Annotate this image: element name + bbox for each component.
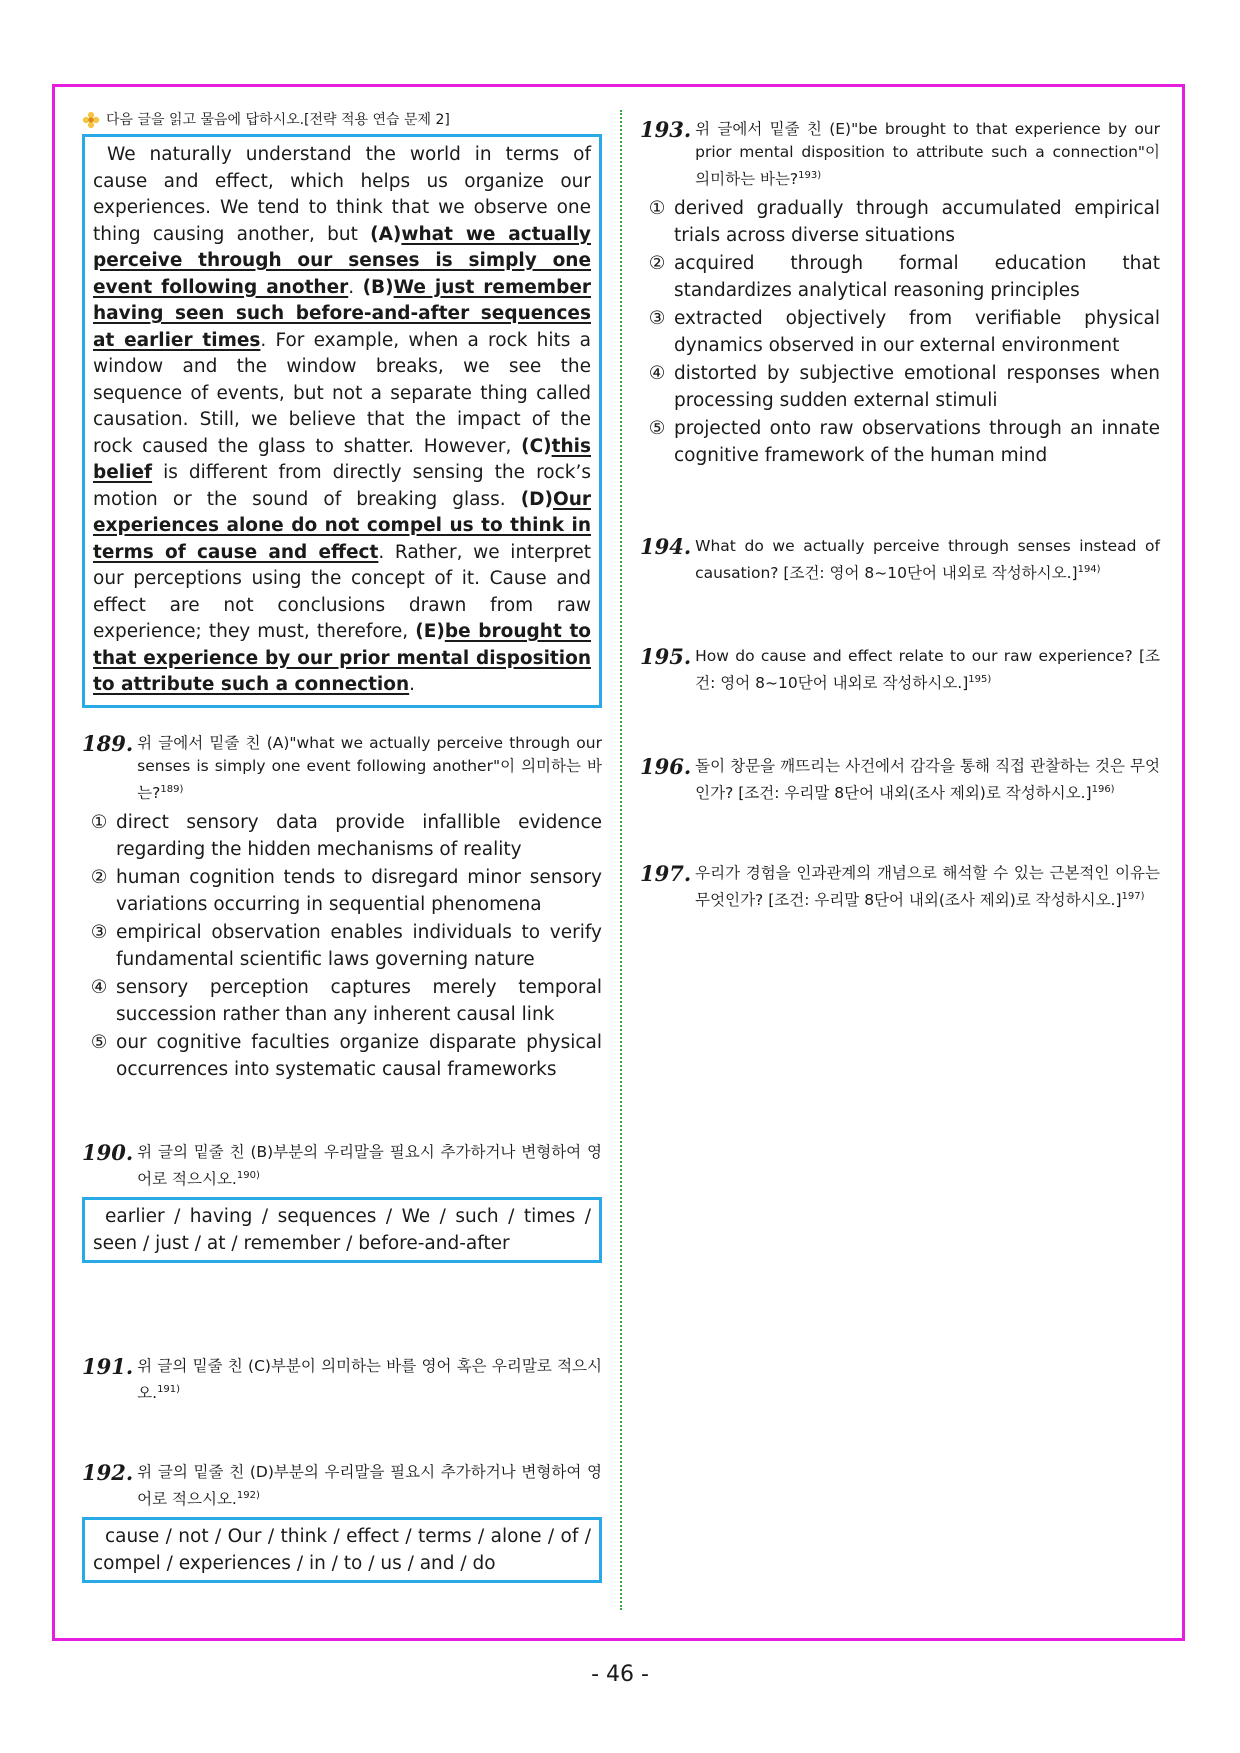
question-number: 192.	[82, 1459, 134, 1485]
question-197	[640, 862, 1160, 912]
question-number: 193.	[640, 117, 692, 142]
underline-e: be brought to that experience by our prior mental disposition to attribute such a connection	[93, 621, 592, 695]
underline-d: Our experiences alone do not compel us to think in terms of cause and effect	[93, 488, 591, 563]
option-3[interactable]: ③ empirical observation enables individuals to verify fundamental scientific laws governing nature	[90, 921, 602, 970]
question-text: 위 글의 밑줄 친 (B)부분의 우리말을 필요시 추가하거나 변형하여 영어로 적으시오.$^{190)}$	[137, 1142, 602, 1188]
question-number: 196.	[640, 754, 692, 780]
question-192	[82, 1461, 602, 1583]
question-194	[640, 535, 1160, 585]
question-text: 위 글에서 밑줄 친 (A)"what we actually perceive through our senses is simply one event following another"이 의미하는 바는?$^{189)}$	[137, 733, 602, 802]
option-list	[82, 809, 602, 1083]
underline-a-tag: (A)	[370, 223, 402, 245]
option-5[interactable]: ⑤ projected onto raw observations through an innate cognitive framework of the human mind	[648, 418, 1160, 467]
option-2[interactable]: ② human cognition tends to disregard minor sensory variations occurring in sequential phenomena	[90, 866, 602, 915]
question-number: 197.	[640, 860, 692, 886]
option-1[interactable]: ① direct sensory data provide infallible evidence regarding the hidden mechanisms of reality	[90, 811, 602, 860]
footnote-ref: 193)	[798, 170, 822, 181]
passage-text: . Rather, we interpret our perceptions using the concept of it. Cause and effect are not conclusions drawn from raw experience; they must, therefore,	[93, 541, 591, 642]
underline-c: this belief	[93, 435, 591, 483]
footnote-ref: 190)	[236, 1169, 260, 1181]
option-4[interactable]: ④ distorted by subjective emotional responses when processing sudden external stimuli	[648, 363, 1160, 412]
question-189	[82, 732, 602, 1083]
reading-passage	[82, 134, 602, 708]
passage-text: . For example, when a rock hits a window and the window breaks, we see the sequence of events, but not a separate thing called causation. Still, we believe that the impact of the rock caused the glass to shatter. However,	[93, 329, 591, 457]
underline-a: what we actually perceive through our senses is simply one event following another	[93, 223, 591, 298]
question-text: 우리가 경험을 인과관계의 개념으로 해석할 수 있는 근본적인 이유는 무엇인가? [조건: 우리말 8단어 내외(조사 제외)로 작성하시오.]$^{197)}$	[695, 863, 1160, 909]
option-5[interactable]: ⑤ our cognitive faculties organize disparate physical occurrences into systematic causal frameworks	[90, 1031, 602, 1080]
passage-text: We naturally understand the world in terms of cause and effect, which helps us organize our experiences. We tend to think that we observe one thing causing another, but	[93, 144, 591, 245]
footnote-ref: 191)	[157, 1383, 181, 1395]
underline-c-tag: (C)	[521, 435, 552, 457]
question-190	[82, 1141, 602, 1263]
passage-text: .	[348, 276, 363, 298]
question-text: 위 글의 밑줄 친 (C)부분이 의미하는 바를 영어 혹은 우리말로 적으시오.$^{191)}$	[137, 1356, 602, 1402]
passage-text: is different from directly sensing the rock’s motion or the sound of breaking glass.	[93, 462, 591, 510]
footnote-ref: 189)	[160, 783, 184, 795]
question-number: 191.	[82, 1353, 134, 1379]
question-text: 위 글의 밑줄 친 (D)부분의 우리말을 필요시 추가하거나 변형하여 영어로 적으시오.$^{192)}$	[137, 1462, 602, 1509]
question-text: 위 글에서 밑줄 친 (E)"be brought to that experience by our prior mental disposition to attribute such a connection"이 의미하는 바는?$^{193)}$	[695, 120, 1160, 189]
page-number: - 46 -	[591, 1662, 649, 1687]
question-number: 189.	[82, 730, 134, 756]
passage-text: .	[409, 674, 416, 695]
question-196	[640, 755, 1160, 805]
footnote-ref: 196)	[1091, 784, 1115, 796]
left-column	[82, 110, 602, 1583]
option-list	[640, 195, 1160, 469]
question-195	[640, 645, 1160, 695]
footnote-ref: 194)	[1077, 564, 1101, 576]
footnote-ref: 195)	[968, 674, 992, 686]
underline-d-tag: (D)	[520, 488, 553, 510]
question-number: 195.	[640, 644, 692, 670]
flower-icon	[82, 111, 100, 129]
footnote-ref: 192)	[236, 1489, 260, 1501]
question-191	[82, 1355, 602, 1405]
underline-b: We just remember having seen such before-and-after sequences at earlier times	[93, 276, 591, 351]
underline-b-tag: (B)	[362, 276, 394, 298]
question-number: 190.	[82, 1139, 134, 1165]
option-4[interactable]: ④ sensory perception captures merely temporal succession rather than any inherent causal link	[90, 976, 602, 1025]
option-1[interactable]: ① derived gradually through accumulated empirical trials across diverse situations	[648, 198, 1160, 247]
instruction	[82, 110, 602, 130]
option-3[interactable]: ③ extracted objectively from verifiable physical dynamics observed in our external environment	[648, 308, 1160, 357]
question-text: How do cause and effect relate to our raw experience? [조건: 영어 8~10단어 내외로 작성하시오.]$^{195)}$	[695, 647, 1160, 693]
option-2[interactable]: ② acquired through formal education that standardizes analytical reasoning principles	[648, 253, 1160, 302]
question-193	[640, 118, 1160, 469]
question-text: 돌이 창문을 깨뜨리는 사건에서 감각을 통해 직접 관찰하는 것은 무엇인가? [조건: 우리말 8단어 내외(조사 제외)로 작성하시오.]$^{196)}$	[695, 757, 1160, 803]
question-text: What do we actually perceive through senses instead of causation? [조건: 영어 8~10단어 내외로 작성하시오.]$^{194)}$	[695, 537, 1160, 583]
question-number: 194.	[640, 534, 692, 560]
word-bank-192: cause / not / Our / think / effect / terms / alone / of / compel / experiences / in / to / us / and / do	[82, 1517, 602, 1583]
footnote-ref: 197)	[1121, 890, 1145, 902]
underline-e-tag: (E)	[415, 621, 445, 642]
instruction-text: 다음 글을 읽고 물음에 답하시오.[전략 적용 연습 문제 2]	[106, 112, 450, 128]
column-divider	[620, 110, 622, 1610]
word-bank-190: earlier / having / sequences / We / such / times / seen / just / at / remember / before-and-after	[82, 1197, 602, 1263]
right-column	[640, 118, 1160, 912]
